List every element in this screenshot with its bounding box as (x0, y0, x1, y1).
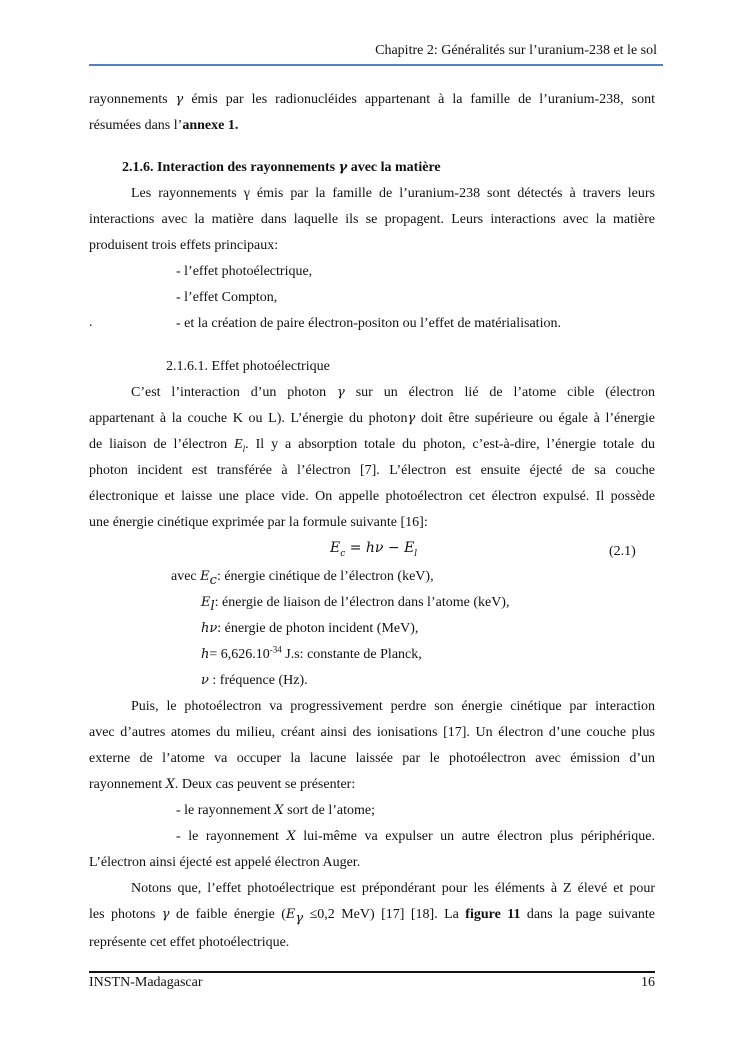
auger-para-line-1: Puis, le photoélectron va progressivement perdre son énergie cinétique par interaction (131, 699, 655, 714)
photo-para-line-3: de liaison de l’électron $E_l$. Il y a absorption totale du photon, c’est-à-dire, l’énergie totale du (89, 437, 655, 454)
definition-el: $E_l$: énergie de liaison de l’électron dans l’atome (keV), (201, 595, 510, 614)
equation-2-1: $E_c = h\nu - E_l$ (330, 540, 418, 559)
equation-number: (2.1) (609, 544, 636, 559)
effect-list-item: - l’effet photoélectrique, (176, 264, 313, 279)
auger-para-line-2: avec d’autres atomes du milieu, créant ainsi des ionisations [17]. Un électron d’une couche plus (89, 725, 655, 740)
auger-para-line-4: rayonnement X. Deux cas peuvent se présenter: (89, 777, 356, 792)
section-para-line-1: Les rayonnements γ émis par la famille de l’uranium-238 sont détectés à travers leurs (131, 186, 655, 201)
intro-line-2: résumées dans l’annexe 1. (89, 118, 239, 133)
effect-list-item: - et la création de paire électron-positon ou l’effet de matérialisation. (176, 316, 561, 331)
stray-dot: . (89, 315, 93, 330)
section-para-line-2: interactions avec la matière dans laquelle ils se propagent. Leurs interactions avec la matière (89, 212, 655, 227)
definition-ec: avec $E_c$: énergie cinétique de l’électron (keV), (171, 569, 434, 588)
section-para-line-3: produisent trois effets principaux: (89, 238, 279, 253)
running-header: Chapitre 2: Généralités sur l’uranium-238 et le sol (375, 43, 657, 58)
case-list-item: - le rayonnement X lui-même va expulser un autre électron plus périphérique. (176, 829, 655, 844)
intro-line-1: rayonnements γ émis par les radionucléides appartenant à la famille de l’uranium-238, sont (89, 92, 655, 107)
photo-para-line-1: C’est l’interaction d’un photon γ sur un électron lié de l’atome cible (électron (131, 385, 655, 400)
annex-reference: annexe 1. (182, 118, 239, 133)
photo-para-line-6: une énergie cinétique exprimée par la formule suivante [16]: (89, 515, 428, 530)
auger-para-line-7: L’électron ainsi éjecté est appelé électron Auger. (89, 855, 361, 870)
effect-list-item: - l’effet Compton, (176, 290, 278, 305)
conclusion-line-1: Notons que, l’effet photoélectrique est prépondérant pour les éléments à Z élevé et pour (131, 881, 655, 896)
footer-institution: INSTN-Madagascar (89, 975, 203, 990)
photo-para-line-4: photon incident est transférée à l’électron [7]. L’électron est ensuite éjecté de sa couche (89, 463, 655, 478)
photo-para-line-2: appartenant à la couche K ou L). L’énergie du photonγ doit être supérieure ou égale à l’énergie (89, 411, 655, 426)
conclusion-line-2: les photons γ de faible énergie ($E_\gamma \le 0,2$ MeV) [17] [18]. La figure 11 dans la page suivante (89, 907, 655, 926)
auger-para-line-3: externe de l’atome va occuper la lacune laissée par le photoélectron avec émission d’un (89, 751, 655, 766)
header-rule (89, 64, 663, 66)
footer-rule (89, 971, 655, 973)
figure-reference: figure 11 (465, 907, 521, 922)
conclusion-line-3: représente cet effet photoélectrique. (89, 935, 290, 950)
page-number: 16 (641, 975, 655, 990)
definition-hv: hν: énergie de photon incident (MeV), (201, 621, 419, 636)
definition-planck: $h= 6,626.10^{-34}$ J.s: constante de Planck, (201, 644, 422, 662)
section-heading: 2.1.6. Interaction des rayonnements γ avec la matière (122, 160, 441, 175)
definition-frequency: ν : fréquence (Hz). (201, 673, 308, 688)
photo-para-line-5: électronique et laisse une place vide. On appelle photoélectron cet électron expulsé. Il possède (89, 489, 655, 504)
case-list-item: - le rayonnement X sort de l’atome; (176, 803, 375, 818)
subsection-heading: 2.1.6.1. Effet photoélectrique (166, 359, 330, 374)
